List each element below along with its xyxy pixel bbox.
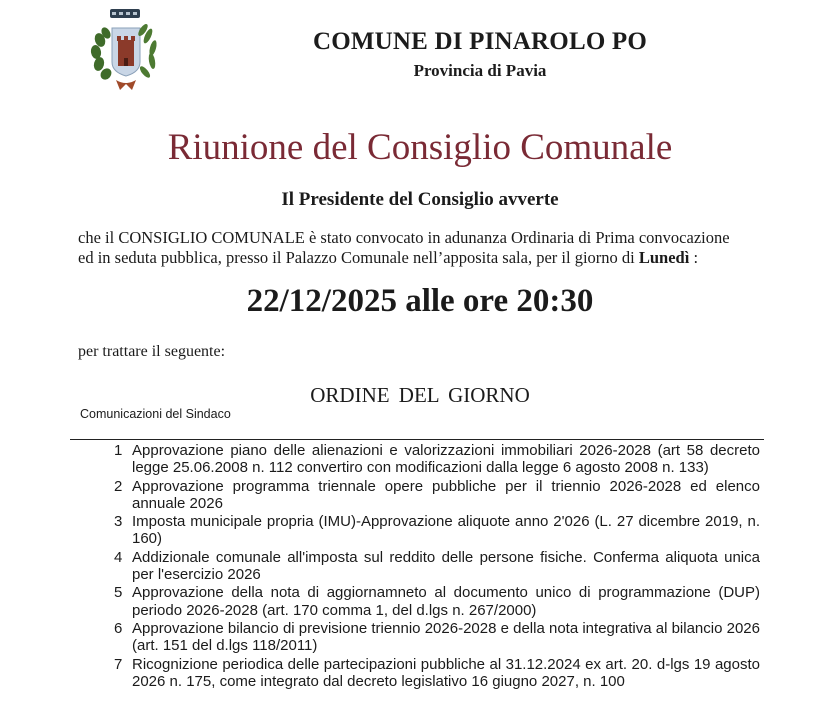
agenda-item-text: Approvazione bilancio di previsione triennio 2026-2028 e della nota integrativa al bilancio 2026 (art. 151 del d.lgs 118/2011): [132, 619, 760, 655]
agenda-item-text: Addizionale comunale all'imposta sul reddito delle persone fisiche. Conferma aliquota unica per l'esercizio 2026: [132, 548, 760, 584]
agenda-item-number: 7: [114, 655, 123, 673]
agenda-item-text: Imposta municipale propria (IMU)-Approvazione aliquote anno 2'026 (L. 27 dicembre 2019, n. 160): [132, 513, 760, 548]
agenda-item: [108, 442, 760, 477]
convocation-text-line-1: che il CONSIGLIO COMUNALE è stato convocato in adunanza Ordinaria di Prima convocazione: [78, 228, 730, 247]
mayor-communications: Comunicazioni del Sindaco: [80, 407, 231, 421]
agenda-item-number: 5: [114, 584, 123, 602]
agenda-item: [108, 584, 760, 619]
agenda-item: [108, 656, 760, 691]
agenda-item-number: 6: [114, 619, 123, 637]
meeting-datetime: 22/12/2025 alle ore 20:30: [246, 283, 594, 319]
agenda-item: [108, 620, 760, 655]
convocation-text-line-2: [78, 248, 698, 268]
agenda-intro: per trattare il seguente:: [78, 343, 226, 360]
province-name: Provincia di Pavia: [413, 61, 547, 80]
divider: [70, 439, 764, 440]
agenda-item-number: 1: [114, 442, 123, 459]
agenda-item: [108, 513, 760, 548]
agenda-heading: ORDINE DEL GIORNO: [310, 383, 530, 407]
agenda-item: [108, 549, 760, 584]
agenda-item-text: Approvazione piano delle alienazioni e valorizzazioni immobiliari 2026-2028 (art 58 decreto legge 25.06.2008 n. 112 convertiro con modificazioni dalla legge 6 agosto 2008 n. 133): [132, 442, 760, 477]
agenda-item-number: 4: [114, 548, 123, 566]
agenda-item-number: 3: [114, 513, 123, 531]
agenda-item-number: 2: [114, 477, 123, 495]
agenda-item: [108, 478, 760, 513]
agenda-item-text: Approvazione programma triennale opere pubbliche per il triennio 2026-2028 ed elenco annuale 2026: [132, 477, 760, 512]
document-subtitle: Il Presidente del Consiglio avverte: [281, 189, 559, 210]
convocation-text-prefix: ed in seduta pubblica, presso il Palazzo Comunale nell’apposita sala, per il giorno di: [78, 248, 639, 267]
document-title: Riunione del Consiglio Comunale: [167, 127, 673, 168]
agenda-item-text: Ricognizione periodica delle partecipazioni pubbliche al 31.12.2024 ex art. 20. d-lgs 19 agosto 2026 n. 175, come integrato dal decreto legislativo 16 giugno 2027, n. 100: [132, 655, 760, 690]
municipal-crest-icon: [82, 6, 168, 96]
convocation-text-suffix: :: [689, 248, 699, 267]
municipality-name: COMUNE DI PINAROLO PO: [312, 28, 648, 55]
agenda-item-text: Approvazione della nota di aggiornamneto al documento unico di programmazione (DUP) periodo 2026-2028 (art. 170 comma 1, del d.lgs n. 267/2000): [132, 584, 760, 619]
agenda-list: [108, 442, 760, 691]
meeting-day: Lunedì: [638, 248, 690, 267]
